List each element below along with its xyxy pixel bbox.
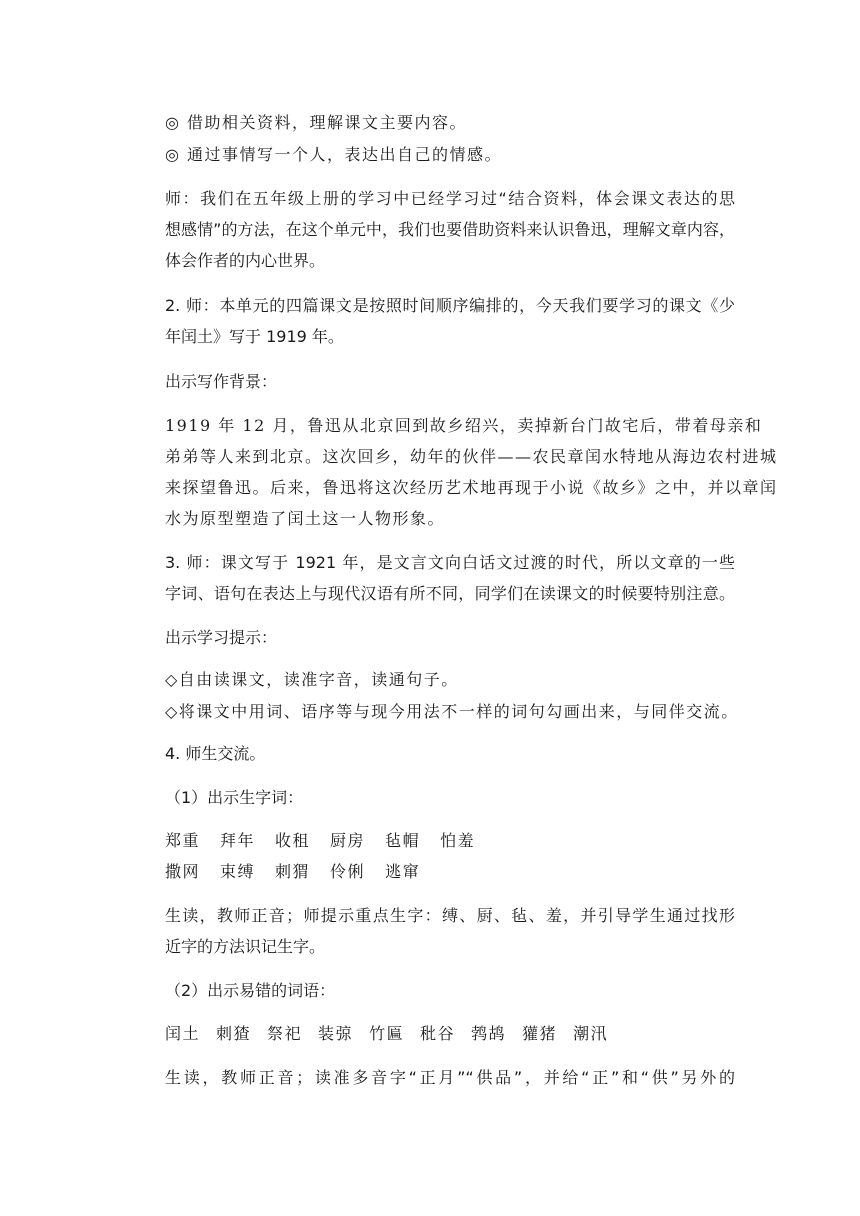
vocab-word: 装弶: [318, 1024, 354, 1043]
section-label: （2）出示易错的词语：: [165, 981, 336, 1000]
vocab-word: 郑重: [165, 831, 201, 850]
word-list-row: [165, 860, 735, 884]
vocab-word: 撒网: [165, 862, 201, 881]
paragraph-line: 4. 师生交流。: [165, 744, 266, 763]
vocab-word: 毡帽: [385, 831, 421, 850]
vocab-word: 厨房: [330, 831, 366, 850]
section-label: 出示写作背景：: [165, 372, 278, 391]
objective-line: ◎ 通过事情写一个人，表达出自己的情感。: [165, 145, 503, 164]
vocab-word: 束缚: [220, 862, 256, 881]
paragraph-line: 体会作者的内心世界。: [165, 251, 326, 270]
paragraph-line: 3. 师：课文写于 1921 年，是文言文向白话文过渡的时代，所以文章的一些: [165, 553, 735, 572]
paragraph-line: 生读，教师正音；师提示重点生字：缚、厨、毡、羞，并引导学生通过找形: [165, 906, 735, 925]
paragraph-line: 近字的方法识记生字。: [165, 937, 326, 956]
background-line: 来探望鲁迅。后来，鲁迅将这次经历艺术地再现于小说《故乡》之中，并以章闰: [165, 478, 778, 497]
tip-line: ◇将课文中用词、语序等与现今用法不一样的词句勾画出来，与同伴交流。: [165, 702, 739, 721]
word-list-row: [165, 1022, 735, 1046]
vocab-word: 鹁鸪: [471, 1024, 507, 1043]
section-label: 出示学习提示：: [165, 628, 278, 647]
paragraph-line: 字词、语句在表达上与现代汉语有所不同，同学们在读课文的时候要特别注意。: [165, 584, 735, 603]
vocab-word: 刺猹: [216, 1024, 252, 1043]
section-label: （1）出示生字词：: [165, 788, 304, 807]
vocab-word: 刺猬: [275, 862, 311, 881]
paragraph-line: 想感情”的方法，在这个单元中，我们也要借助资料来认识鲁迅，理解文章内容，: [165, 220, 735, 239]
paragraph-line: 2. 师：本单元的四篇课文是按照时间顺序编排的，今天我们要学习的课文《少: [165, 296, 735, 315]
vocab-word: 秕谷: [420, 1024, 456, 1043]
tip-line: ◇自由读课文，读准字音，读通句子。: [165, 670, 459, 689]
vocab-word: 拜年: [220, 831, 256, 850]
vocab-word: 潮汛: [573, 1024, 609, 1043]
paragraph-line: 生读，教师正音；读准多音字“正月”“供品”，并给“正”和“供”另外的: [165, 1068, 735, 1087]
vocab-word: 收租: [275, 831, 311, 850]
background-line: 1919 年 12 月，鲁迅从北京回到故乡绍兴，卖掉新台门故宅后，带着母亲和: [165, 416, 763, 435]
vocab-word: 獾猪: [522, 1024, 558, 1043]
word-list-row: [165, 829, 735, 853]
background-line: 弟弟等人来到北京。这次回乡，幼年的伙伴——农民章闰水特地从海边农村进城: [165, 447, 778, 466]
vocab-word: 怕羞: [440, 831, 476, 850]
objective-line: ◎ 借助相关资料，理解课文主要内容。: [165, 113, 468, 132]
vocab-word: 伶俐: [330, 862, 366, 881]
vocab-word: 竹匾: [369, 1024, 405, 1043]
vocab-word: 祭祀: [267, 1024, 303, 1043]
background-line: 水为原型塑造了闰土这一人物形象。: [165, 509, 446, 528]
paragraph-line: 年闰土》写于 1919 年。: [165, 327, 344, 346]
vocab-word: 闰土: [165, 1024, 201, 1043]
vocab-word: 逃窜: [385, 862, 421, 881]
paragraph-line: 师：我们在五年级上册的学习中已经学习过“结合资料，体会课文表达的思: [165, 189, 735, 208]
